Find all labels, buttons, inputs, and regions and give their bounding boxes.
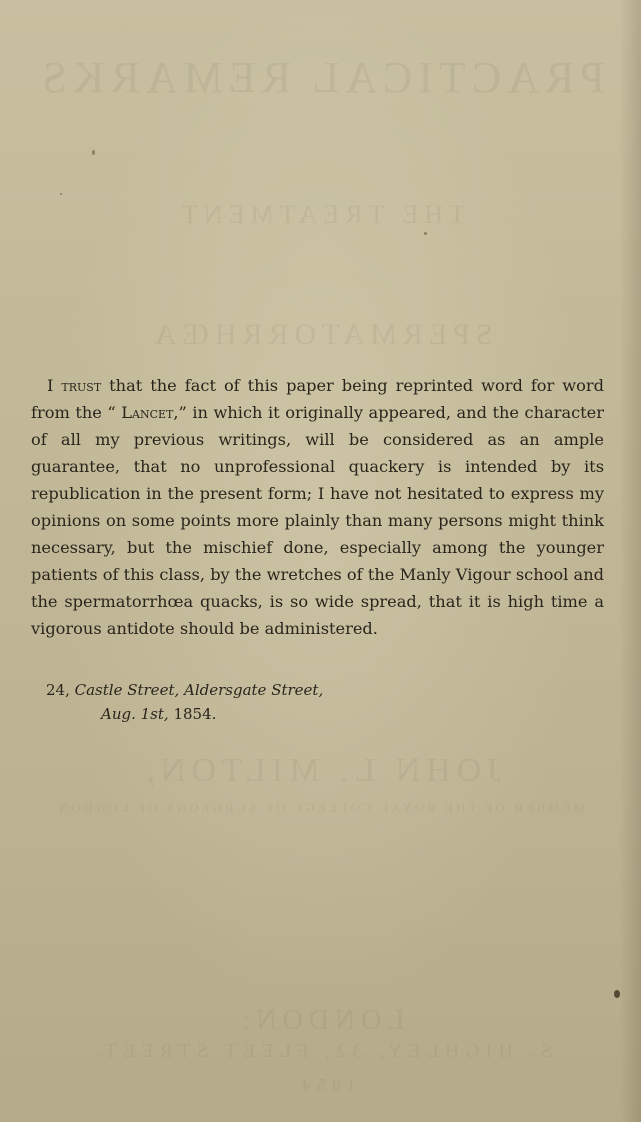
address-line xyxy=(46,678,323,702)
lancet-title: Lancet, xyxy=(121,403,179,422)
date-day: Aug. 1st, xyxy=(101,705,169,723)
paper-speck xyxy=(614,990,620,998)
show-through-text: JOHN L. MILTON, xyxy=(140,752,501,789)
date-line xyxy=(46,702,323,726)
date-year: 1854. xyxy=(168,705,217,723)
paragraph-text-2: ” in which it originally appeared, and the character of all my previous writings, will be considered as an ample guarantee, that no unprofessional quackery is intended by its republication in the present form; I have not hesitated to express my opinions on some points more plainly than many persons might think necessary, but the mischief done, especially among the younger patients of this class, by the wretches of the Manly Vigour school and the spermatorrhœa quacks, is so wide spread, that it is high time a vigorous antidote should be administered. xyxy=(31,403,604,638)
show-through-text: PRACTICAL REMARKS xyxy=(36,53,605,102)
address-street: Castle Street, Aldersgate Street, xyxy=(74,681,324,699)
paper-speck xyxy=(424,232,427,235)
paragraph-text-1: that the fact of this paper being reprinted word for word from the “ xyxy=(31,376,604,422)
paper-speck xyxy=(92,150,95,155)
show-through-text: LONDON: xyxy=(236,1005,405,1036)
preface-paragraph xyxy=(31,372,604,642)
address-signature xyxy=(46,678,323,726)
paragraph-lead: I trust xyxy=(47,376,102,395)
show-through-text: SPERMATORRHŒA xyxy=(148,318,493,351)
show-through-text: 1854. xyxy=(285,1075,356,1095)
paper-speck xyxy=(60,193,62,195)
page-edge-shadow xyxy=(619,0,641,1122)
show-through-text: MEMBER OF THE ROYAL COLLEGE OF SURGEONS OF LONDON xyxy=(55,800,586,815)
show-through-text: THE TREATMENT xyxy=(175,200,466,229)
address-number: 24, xyxy=(46,681,75,699)
show-through-text: S. HIGHLEY, 32, FLEET STREET. xyxy=(89,1040,552,1062)
